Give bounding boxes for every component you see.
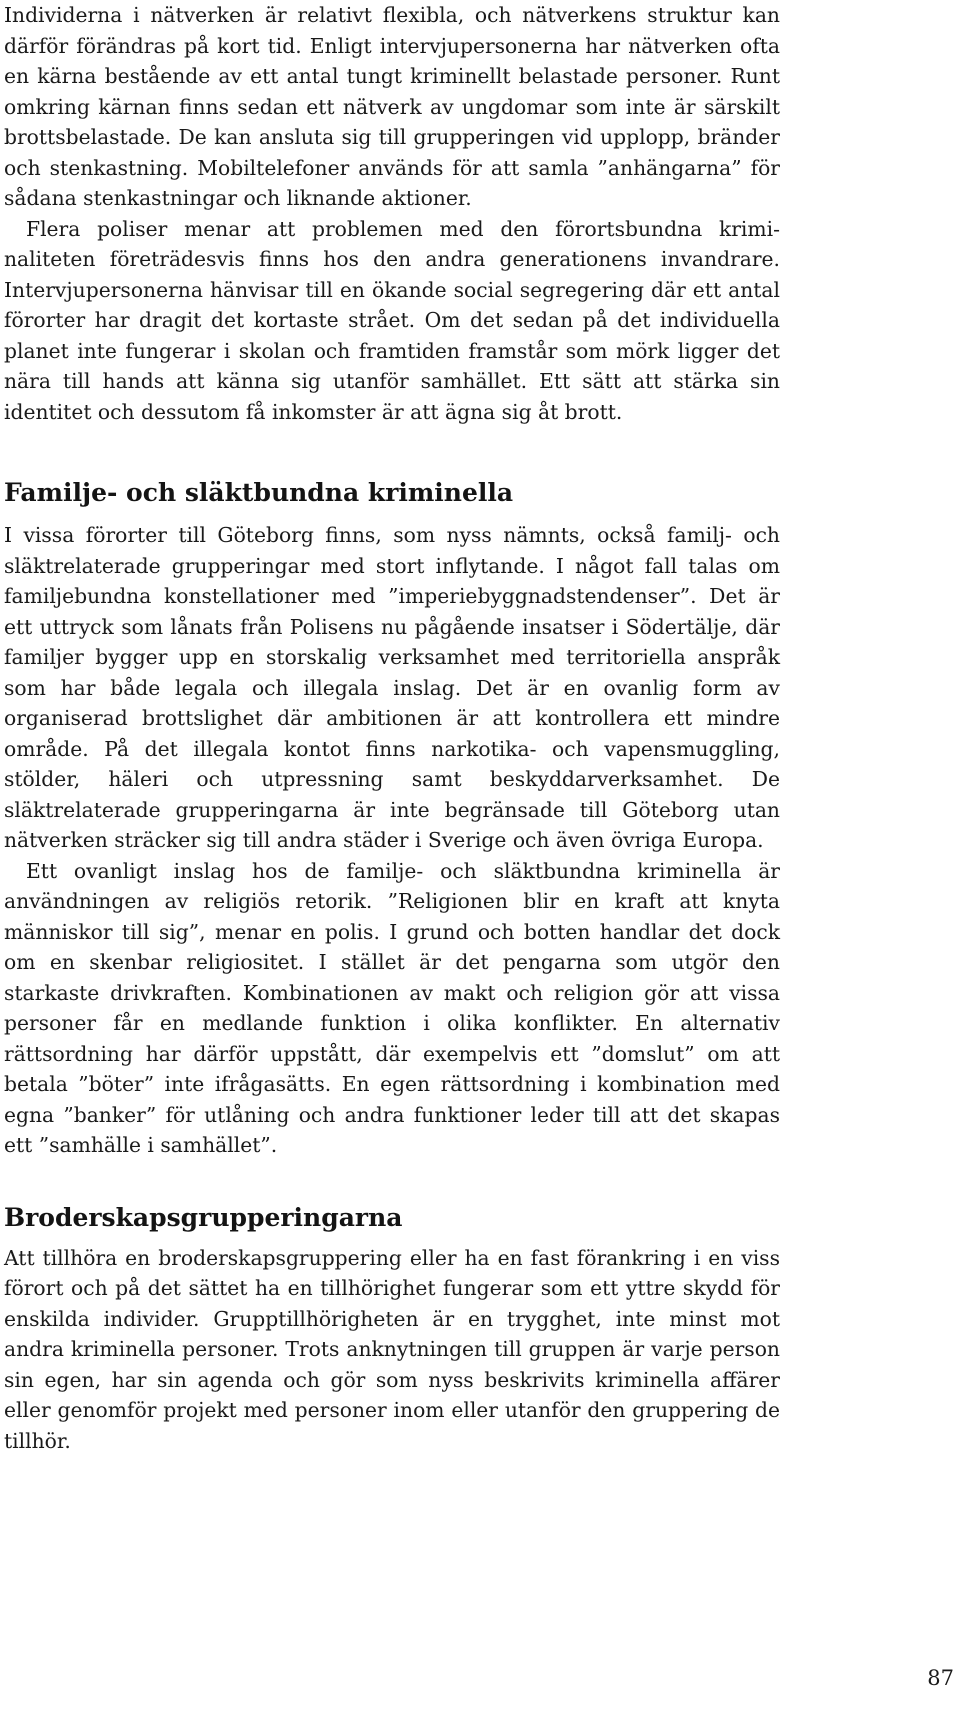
section-heading: Familje- och släktbundna kriminella [4,478,514,507]
body-paragraph: Ett ovanligt inslag hos de familje- och släktbundna kriminella är användningen av religiös retorik. ”Religionen blir en kraft att knyta människor till sig”, menar en polis. I grund och botten handlar det dock om en skenbar religiositet. I stället är det pengarna som utgör den starkaste drivkraften. Kombinationen av makt och religion gör att vissa personer får en medlande funktion i olika konflikter. En alternativ rättsordning har därför uppstått, där exempelvis ett ”domslut” om att betala ”böter” inte ifrågasätts. En egen rättsordning i kombination med egna ”banker” för utlåning och andra funktioner leder till att det skapas ett ”samhälle i samhället”. [4,858,780,1157]
body-paragraph: Individerna i nätverken är relativt flexibla, och nätverkens struktur kan därför förändras på kort tid. Enligt intervjupersonerna har nätverken ofta en kärna bestående av ett antal tungt kriminellt belastade personer. Runt omkring kärnan finns sedan ett nätverk av ungdomar som inte är särskilt brottsbelastade. De kan ansluta sig till grupperingen vid upplopp, bränder och stenkastning. Mobiltelefoner används för att samla ”anhängarna” för sådana stenkastningar och liknande aktioner. [4,3,780,210]
body-paragraph: Flera poliser menar att problemen med den förortsbundna kriminaliteten företrädesvis finns hos den andra generationens invandrare. Intervjupersonerna hänvisar till en ökande social segregering där ett antal förorter har dragit det kortaste strået. Om det sedan på det individuella planet inte fungerar i skolan och framtiden framstår som mörk ligger det nära till hands att känna sig utanför samhället. Ett sätt att stärka sin identitet och dessutom få inkomster är att ägna sig åt brott. [4,216,780,424]
body-paragraph: I vissa förorter till Göteborg finns, som nyss nämnts, också familj- och släktrelaterade grupperingar med stort inflytande. I något fall talas om familjebundna konstellationer med ”imperiebyggnadstendenser”. Det är ett uttryck som lånats från Polisens nu pågående insatser i Södertälje, där familjer bygger upp en storskalig verksamhet med territoriella anspråk som har både legala och illegala inslag. Det är en ovanlig form av organiserad brottslighet där ambitionen är att kontrollera ett mindre område. På det illegala kontot finns narkotika- och vapensmuggling, stölder, häleri och utpressning samt beskyddarverksamhet. De släktrelaterade grupperingarna är inte begränsade till Göteborg utan nätverken sträcker sig till andra städer i Sverige och även övriga Europa. [4,523,780,852]
body-paragraph: Att tillhöra en broderskapsgruppering eller ha en fast förankring i en viss förort och på det sättet ha en tillhörighet fungerar som ett yttre skydd för enskilda individer. Grupptillhörigheten är en trygghet, inte minst mot andra kriminella personer. Trots anknytningen till gruppen är varje person sin egen, har sin agenda och gör som nyss beskrivits kriminella affärer eller genomför projekt med personer inom eller utanför den gruppering de tillhör. [4,1245,780,1453]
page-number: 87 [927,1666,954,1690]
document-page [4,0,780,1456]
section-heading: Broderskapsgrupperingarna [4,1202,403,1232]
